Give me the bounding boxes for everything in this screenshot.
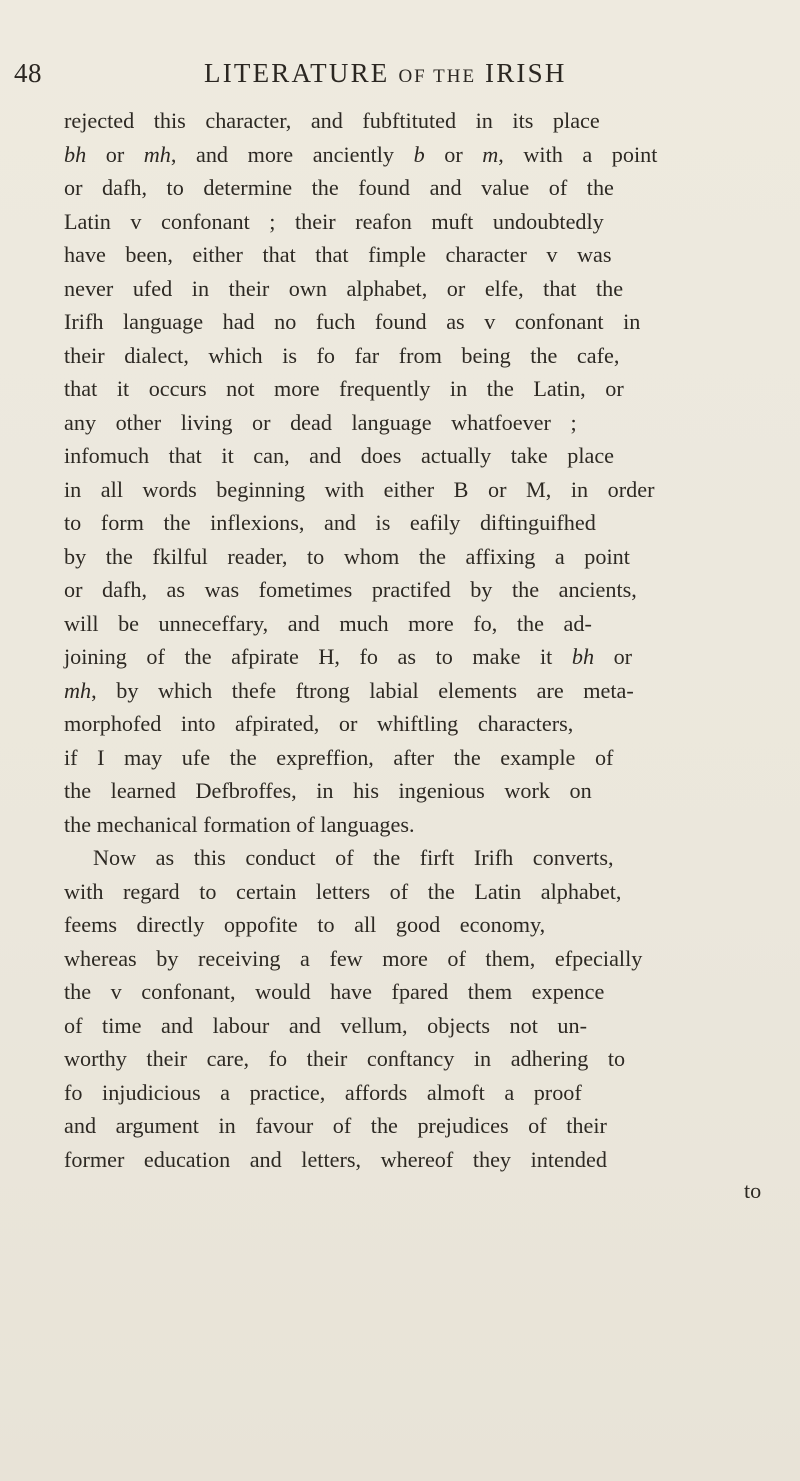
text-line (64, 975, 604, 1009)
text-line (64, 741, 613, 775)
text-line (64, 1076, 582, 1110)
text-line (64, 1109, 607, 1143)
text-line (64, 506, 596, 540)
text-run: never ufed in their own alphabet, or elfe, that the (64, 275, 624, 301)
text-line (64, 406, 577, 440)
text-line (64, 305, 640, 339)
text-line (64, 640, 632, 674)
text-run: former education and letters, whereof they intended (64, 1146, 607, 1172)
text-line (64, 171, 614, 205)
text-run: the mechanical formation of languages. (64, 811, 415, 837)
text-run: their dialect, which is fo far from being the cafe, (64, 342, 620, 368)
text-line (64, 774, 592, 808)
italic-text: bh (571, 644, 595, 669)
text-run: or dafh, as was fometimes practifed by the ancients, (64, 577, 637, 602)
text-run: in all words beginning with either B or M, in order (64, 476, 655, 502)
page-number: 48 (14, 58, 42, 88)
text-line (64, 707, 573, 741)
text-run: infomuch that it can, and does actually take place (64, 443, 615, 468)
text-line (64, 908, 545, 942)
text-line (64, 1042, 625, 1076)
running-title-of-the: OF THE (398, 66, 477, 87)
italic-text: m (482, 141, 499, 167)
text-run: joining of the afpirate H, fo as to make it (64, 644, 572, 669)
text-run: or (594, 644, 633, 669)
text-line (64, 138, 657, 172)
text-run: will be unneceffary, and much more fo, the ad- (64, 610, 592, 636)
text-line (93, 841, 614, 875)
text-run: that it occurs not more frequently in the Latin, or (64, 376, 624, 401)
text-run: to form the inflexions, and is eafily diftinguifhed (64, 510, 596, 535)
text-run: the v confonant, would have fpared them expence (64, 979, 605, 1004)
text-line (64, 942, 642, 976)
text-run: or (86, 141, 144, 167)
text-line (64, 540, 630, 574)
text-run: or (424, 141, 483, 167)
text-run: whereas by receiving a few more of them, efpecially (64, 945, 643, 971)
text-run: , by which thefe ftrong labial elements are meta- (91, 677, 634, 703)
text-line (64, 205, 604, 239)
italic-text: mh (64, 677, 92, 703)
text-run: Now as this conduct of the firft Irifh converts, (93, 845, 614, 870)
text-run: Irifh language had no fuch found as v confonant in (64, 309, 641, 334)
text-run: , with a point (498, 141, 658, 167)
text-run: with regard to certain letters of the Latin alphabet, (64, 878, 622, 904)
text-run: any other living or dead language whatfoever ; (64, 409, 577, 435)
text-line (64, 272, 623, 306)
italic-text: b (413, 141, 425, 167)
text-run: of time and labour and vellum, objects not un- (64, 1012, 587, 1038)
italic-text: mh (143, 141, 171, 167)
text-run: or dafh, to determine the found and value of the (64, 175, 614, 200)
text-line (64, 1143, 607, 1177)
catchword: to (744, 1178, 762, 1203)
text-line (64, 473, 654, 507)
text-line (64, 674, 634, 708)
text-run: worthy their care, fo their conftancy in adhering to (64, 1046, 626, 1071)
running-title (204, 58, 567, 89)
text-line (64, 339, 619, 373)
running-head (14, 58, 774, 98)
text-line (64, 1009, 587, 1043)
text-run: , and more anciently (170, 141, 414, 167)
text-line (64, 607, 592, 641)
text-run: and argument in favour of the prejudices of their (64, 1113, 607, 1138)
text-line (64, 104, 600, 138)
text-line (64, 372, 624, 406)
text-run: the learned Defbroffes, in his ingenious work on (64, 778, 592, 803)
text-run: feems directly oppofite to all good economy, (64, 912, 546, 937)
text-line (64, 573, 637, 607)
text-run: have been, either that that fimple character v was (64, 242, 612, 267)
running-title-end: IRISH (485, 58, 567, 88)
text-run: Latin v confonant ; their reafon muft undoubtedly (64, 208, 604, 234)
text-line (64, 238, 612, 272)
text-line (64, 439, 614, 473)
text-line (64, 875, 621, 909)
text-run: rejected this character, and fubftituted in its place (64, 108, 600, 133)
text-run: fo injudicious a practice, affords almoft a proof (64, 1079, 582, 1105)
text-line (64, 808, 415, 842)
text-run: if I may ufe the expreffion, after the example of (64, 744, 614, 770)
text-run: morphofed into afpirated, or whiftling characters, (64, 711, 574, 736)
text-run: by the fkilful reader, to whom the affixing a point (64, 543, 630, 569)
italic-text: bh (64, 141, 87, 167)
running-title-main: LITERATURE (204, 58, 390, 88)
